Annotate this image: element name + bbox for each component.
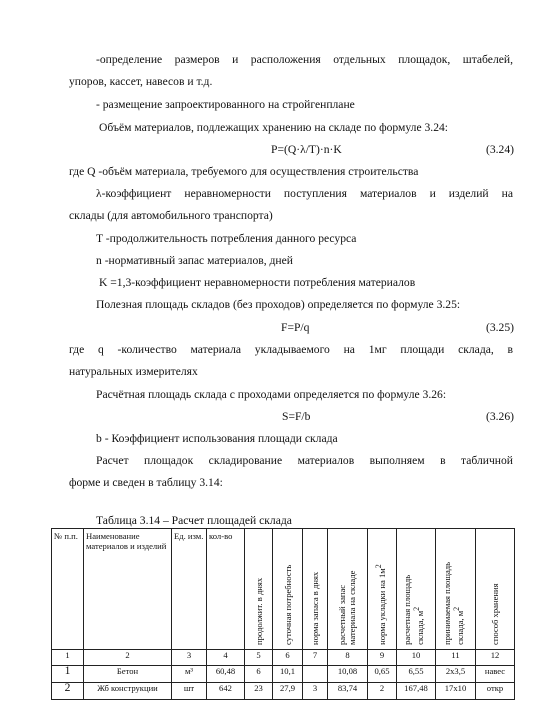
paragraph-line: форме и сведен в таблицу 3.14: (69, 476, 223, 489)
cell-unit: м³ (172, 666, 207, 683)
header-calc-stock (328, 529, 368, 650)
header-lay-norm-label: норма укладки на 1м (377, 568, 387, 645)
cell-qty: 60,48 (207, 666, 245, 683)
header-daily (273, 529, 303, 650)
formula-number: (3.25) (485, 321, 514, 334)
cell-name: Жб конструкции (84, 683, 172, 700)
paragraph-line: склады (для автомобильного транспорта) (69, 209, 273, 222)
cell-lay-norm: 0,65 (368, 666, 397, 683)
cell-accepted-area: 17х10 (436, 683, 476, 700)
table-row (52, 683, 515, 700)
paragraph-line: T -продолжительность потребления данного ресурса (96, 232, 357, 245)
cell-daily: 10,1 (273, 666, 303, 683)
cell-no: 1 (52, 666, 84, 683)
formula-3-26: S=F/b (282, 410, 311, 423)
table-row (52, 666, 515, 683)
header-accepted-area-line1: принимаемая площадь (441, 562, 452, 645)
cell-stock-norm: 3 (303, 683, 328, 700)
paragraph-line: b - Коэффициент использования площади склада (96, 432, 338, 445)
header-stock-norm (303, 529, 328, 650)
header-name: Наименование материалов и изделий (84, 529, 172, 650)
col-number: 5 (245, 650, 273, 666)
paragraph-line: где Q -объём материала, требуемого для осуществления строительства (69, 165, 419, 178)
formula-3-25: F=P/q (281, 321, 310, 334)
header-storage (476, 529, 515, 650)
paragraph-line: где q -количество материала укладываемого на 1мг площади склада, в (69, 343, 513, 356)
header-lay-norm-text (374, 564, 387, 645)
paragraph-line: λ-коэффициент неравномерности поступления материалов и изделий на (96, 187, 513, 200)
header-no: № п.п. (52, 529, 84, 650)
header-calc-stock-line1: расчетный запас (336, 584, 347, 645)
col-number: 9 (368, 650, 397, 666)
header-unit: Ед. изм. (172, 529, 207, 650)
col-number: 1 (52, 650, 84, 666)
formula-number: (3.26) (485, 410, 514, 423)
cell-calc-area: 6,55 (397, 666, 436, 683)
cell-duration: 23 (245, 683, 273, 700)
col-number: 12 (476, 650, 515, 666)
header-daily-text: суточная потребность (282, 564, 293, 645)
cell-accepted-area: 2х3,5 (436, 666, 476, 683)
paragraph-line: Объём материалов, подлежащих хранению на складе по формуле 3.24: (99, 121, 449, 134)
paragraph-line: Расчет площадок складирование материалов выполняем в табличной (96, 454, 513, 467)
column-number-row (52, 650, 515, 666)
storage-area-table (51, 528, 515, 700)
header-stock-norm-text: норма запаса в днях (310, 571, 320, 645)
paragraph-line: упоров, кассет, навесов и т.д. (69, 75, 213, 88)
col-number: 4 (207, 650, 245, 666)
header-calc-area (397, 529, 436, 650)
cell-storage: откр (476, 683, 515, 700)
cell-stock-norm (303, 666, 328, 683)
header-calc-area-text (402, 575, 425, 645)
cell-duration: 6 (245, 666, 273, 683)
col-number: 11 (436, 650, 476, 666)
table-caption: Таблица 3.14 – Расчет площадей склада (96, 514, 292, 527)
formula-3-24: P=(Q·λ/T)·n·K (271, 143, 342, 156)
formula-number: (3.24) (485, 143, 514, 156)
cell-unit: шт (172, 683, 207, 700)
header-calc-stock-text (337, 571, 357, 645)
header-qty: кол-во (207, 529, 245, 650)
header-accepted-area-text (442, 562, 465, 645)
cell-name: Бетон (84, 666, 172, 683)
cell-calc-stock: 83,74 (328, 683, 368, 700)
col-number: 2 (84, 650, 172, 666)
paragraph-line: K =1,3-коэффициент неравномерности потребления материалов (99, 276, 416, 289)
col-number: 8 (328, 650, 368, 666)
header-storage-text: способ хранения (490, 583, 500, 645)
paragraph-line: -определение размеров и расположения отдельных площадок, штабелей, (96, 53, 513, 66)
header-calc-stock-line2: материала на складе (346, 570, 357, 645)
paragraph-line: Расчётная площадь склада с проходами определяется по формуле 3.26: (96, 388, 447, 401)
col-number: 10 (397, 650, 436, 666)
header-lay-norm (368, 529, 397, 650)
header-calc-area-line1: расчетная площадь (402, 574, 413, 645)
header-calc-area-sup: 2 (412, 606, 422, 611)
cell-calc-stock: 10,08 (328, 666, 368, 683)
cell-lay-norm: 2 (368, 683, 397, 700)
header-duration (245, 529, 273, 650)
header-accepted-area-sup: 2 (451, 606, 461, 611)
paragraph-line: Полезная площадь складов (без проходов) определяется по формуле 3.25: (96, 298, 461, 311)
cell-no: 2 (52, 683, 84, 700)
table-header-row (52, 529, 515, 650)
col-number: 3 (172, 650, 207, 666)
col-number: 7 (303, 650, 328, 666)
paragraph-line: n -нормативный запас материалов, дней (96, 254, 293, 267)
paragraph-line: - размещение запроектированного на стройгенплане (96, 98, 355, 111)
header-accepted-area (436, 529, 476, 650)
header-calc-area-line2: склада, м (415, 610, 425, 645)
cell-calc-area: 167,48 (397, 683, 436, 700)
cell-storage: навес (476, 666, 515, 683)
header-lay-norm-sup: 2 (374, 564, 384, 569)
paragraph-line: натуральных измерителях (69, 365, 198, 378)
col-number: 6 (273, 650, 303, 666)
cell-qty: 642 (207, 683, 245, 700)
cell-daily: 27,9 (273, 683, 303, 700)
header-accepted-area-line2: склада, м (454, 610, 465, 645)
header-duration-text: продолжит. в днях (253, 577, 264, 645)
